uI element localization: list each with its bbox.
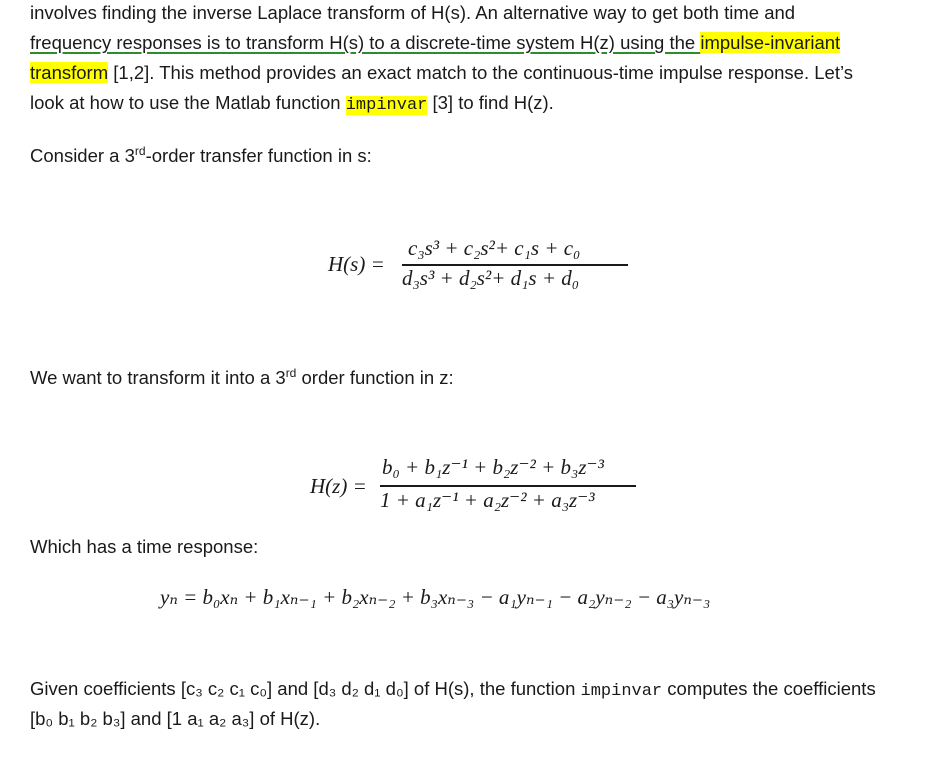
highlighted-term: impulse-invariant: [700, 32, 841, 53]
equation-yn: yₙ = b₀xₙ + b₁xₙ₋₁ + b₂xₙ₋₂ + b₃xₙ₋₃ − a₁yₙ₋₁ − a₂yₙ₋₂ − a₃yₙ₋₃: [160, 585, 711, 609]
paragraph-line-1: [30, 2, 795, 24]
paragraph-line-3: [30, 62, 853, 84]
fraction-bar: [380, 485, 636, 487]
paragraph-consider: [30, 140, 372, 167]
text-run: [b₀ b₁ b₂ b₃] and [1 a₁ a₂ a₃] of H(z).: [30, 708, 321, 729]
code-function-name: impinvar: [345, 96, 428, 115]
text-run: Which has a time response:: [30, 536, 259, 557]
equation-hz-numerator: b₀ + b₁z⁻¹ + b₂z⁻² + b₃z⁻³: [382, 455, 604, 479]
paragraph-line-2: [30, 32, 840, 54]
paragraph-line-4: [30, 92, 554, 117]
equation-hz-denominator: 1 + a₁z⁻¹ + a₂z⁻² + a₃z⁻³: [380, 488, 595, 512]
equation-hs-numerator: c₃s³ + c₂s²+ c₁s + c₀: [408, 236, 581, 260]
equation-hz-lhs: H(z) =: [310, 474, 367, 498]
text-run: computes the coefficients: [662, 678, 876, 699]
equation-hs-denominator: d₃s³ + d₂s²+ d₁s + d₀: [402, 266, 580, 290]
text-run: look at how to use the Matlab function: [30, 92, 346, 113]
superscript: rd: [285, 366, 297, 380]
text-run: order function in z:: [296, 367, 454, 388]
text-run: [3] to find H(z).: [427, 92, 554, 113]
text-run: -order transfer function in s:: [145, 145, 372, 166]
underlined-text: frequency responses is to transform H(s) to a discrete-time system H(z) using the: [30, 32, 701, 53]
text-run: [1,2]. This method provides an exact match to the continuous-time impulse response. Let’s: [108, 62, 853, 83]
paragraph-coefficients-line-1: [30, 678, 876, 703]
highlighted-term: transform: [30, 62, 109, 83]
paragraph-time-response: [30, 536, 258, 558]
text-run: Given coefficients [c₃ c₂ c₁ c₀] and [d₃ d₂ d₁ d₀] of H(s), the function: [30, 678, 581, 699]
text-run: involves finding the inverse Laplace transform of H(s). An alternative way to get both time and: [30, 2, 796, 23]
paragraph-coefficients-line-2: [30, 708, 320, 730]
equation-hs-lhs: H(s) =: [328, 252, 385, 276]
text-run: Consider a 3: [30, 145, 135, 166]
code-function-name: impinvar: [580, 682, 663, 701]
superscript: rd: [134, 144, 146, 158]
paragraph-transform: [30, 362, 454, 389]
text-run: We want to transform it into a 3: [30, 367, 286, 388]
